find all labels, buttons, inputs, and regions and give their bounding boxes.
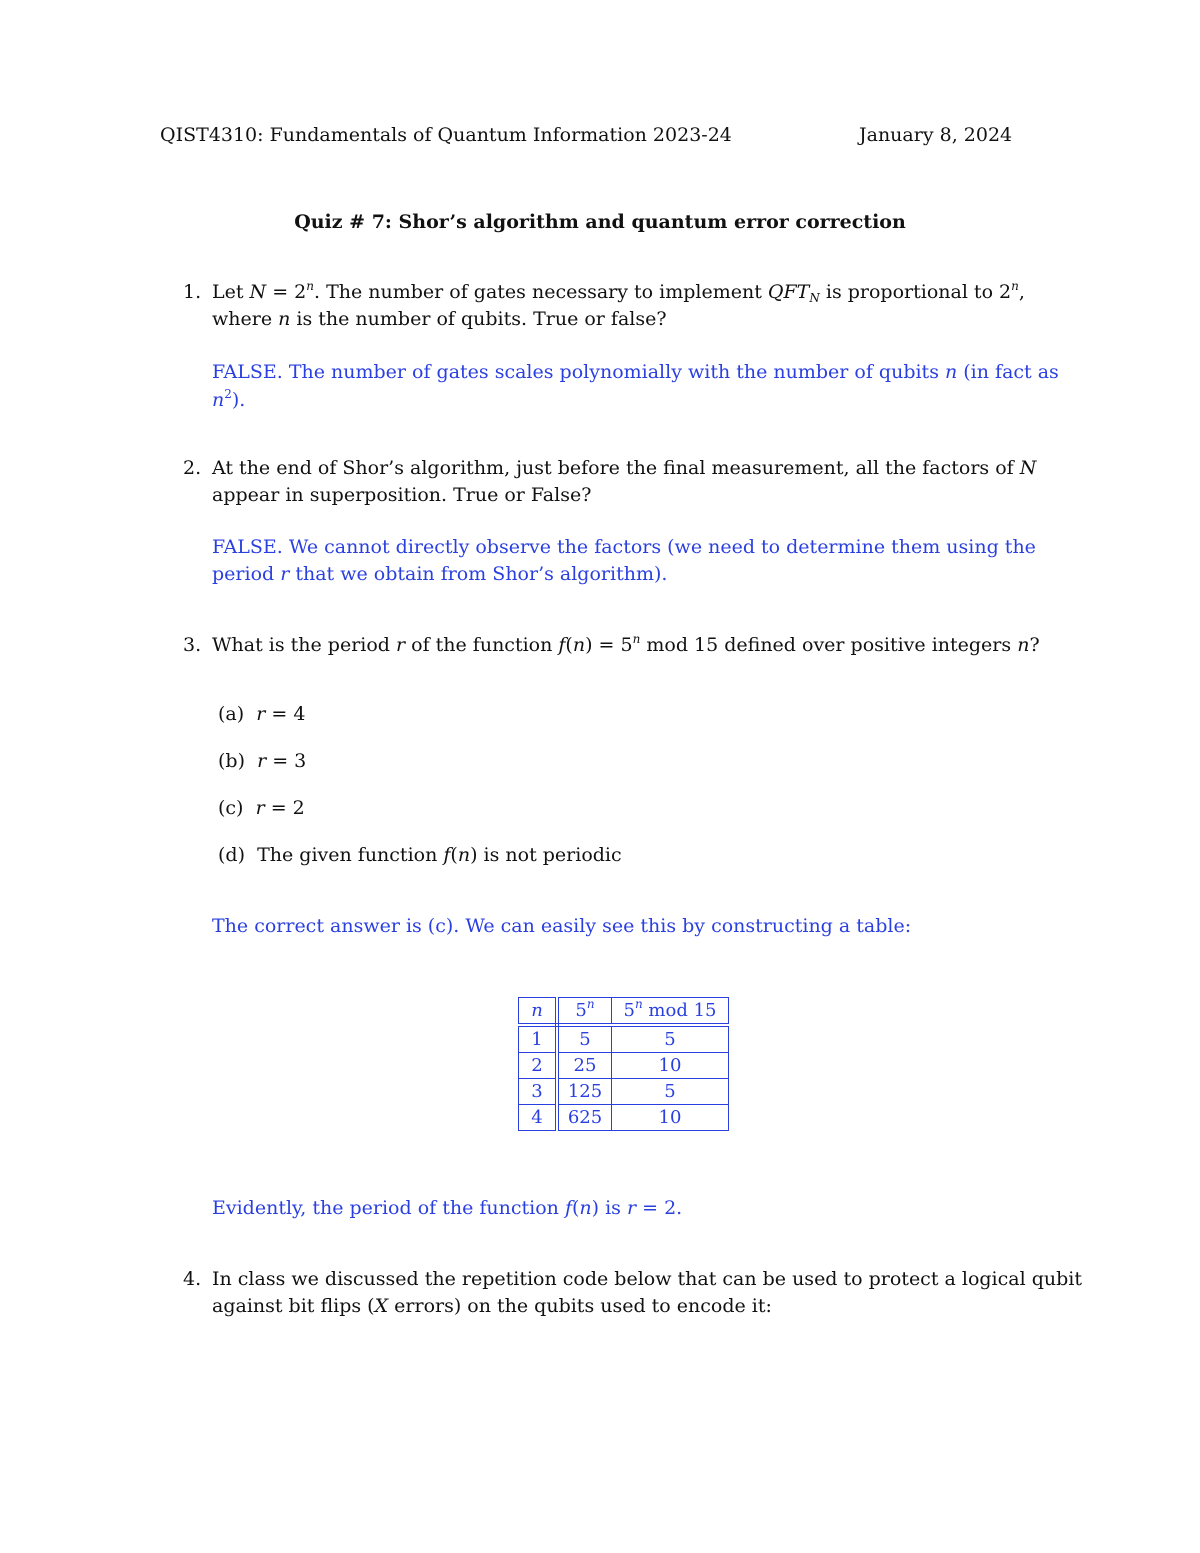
- table-row: [519, 1025, 729, 1053]
- question-3-line: What is the period r of the function $f(n) = 5^n$ mod 15 defined over positive integers n?: [212, 632, 1040, 656]
- question-2-number: 2.: [183, 457, 202, 479]
- table-cell: 5: [557, 1025, 612, 1053]
- table-header-row: [519, 998, 729, 1026]
- course-header: QIST4310: Fundamentals of Quantum Information 2023-24: [160, 124, 732, 146]
- option-d: (d) The given function f(n) is not periodic: [218, 844, 622, 866]
- question-3-number: 3.: [183, 634, 202, 656]
- table-cell: 5: [612, 1025, 729, 1053]
- question-2-line-1: At the end of Shor’s algorithm, just before the final measurement, all the factors of N: [212, 457, 1037, 479]
- table-row: [519, 1053, 729, 1079]
- question-4-number: 4.: [183, 1268, 202, 1290]
- answer-3-intro: The correct answer is (c). We can easily see this by constructing a table:: [212, 915, 912, 937]
- quiz-title: Quiz # 7: Shor’s algorithm and quantum error correction: [294, 211, 906, 233]
- option-c: (c) r = 2: [218, 797, 305, 819]
- option-a: (a) r = 4: [218, 703, 306, 725]
- table-cell: 5: [612, 1079, 729, 1105]
- table-cell: 625: [557, 1105, 612, 1131]
- table-header-power: 5$^n$: [557, 998, 612, 1026]
- question-4-line-2: against bit flips (X errors) on the qubits used to encode it:: [212, 1295, 772, 1317]
- table-header-mod: 5$^n$ mod 15: [612, 998, 729, 1026]
- question-4-line-1: In class we discussed the repetition code below that can be used to protect a logical qubit: [212, 1268, 1082, 1290]
- table-row: [519, 1105, 729, 1131]
- answer-1-line-1: FALSE. The number of gates scales polynomially with the number of qubits n (in fact as: [212, 361, 1059, 383]
- table-cell: 4: [519, 1105, 558, 1131]
- answer-2-line-1: FALSE. We cannot directly observe the factors (we need to determine them using the: [212, 536, 1036, 558]
- table-cell: 3: [519, 1079, 558, 1105]
- table-cell: 125: [557, 1079, 612, 1105]
- option-b: (b) r = 3: [218, 750, 307, 772]
- period-table: [518, 997, 729, 1131]
- table-cell: 1: [519, 1025, 558, 1053]
- table-header-n: n: [519, 998, 558, 1026]
- table-cell: 25: [557, 1053, 612, 1079]
- answer-3-conclusion: Evidently, the period of the function f(n) is r = 2.: [212, 1197, 683, 1219]
- date-header: January 8, 2024: [859, 124, 1013, 146]
- answer-2-line-2: period r that we obtain from Shor’s algorithm).: [212, 563, 668, 585]
- question-2-line-2: appear in superposition. True or False?: [212, 484, 592, 506]
- table-row: [519, 1079, 729, 1105]
- question-1-line-1: Let $N = 2^n$. The number of gates necessary to implement $QFT_N$ is proportional to 2$^n$,: [212, 279, 1025, 305]
- table-cell: 2: [519, 1053, 558, 1079]
- table-cell: 10: [612, 1053, 729, 1079]
- answer-1-line-2: $n^2$).: [212, 387, 246, 411]
- table-cell: 10: [612, 1105, 729, 1131]
- question-1-line-2: where n is the number of qubits. True or false?: [212, 308, 667, 330]
- question-1-number: 1.: [183, 281, 202, 303]
